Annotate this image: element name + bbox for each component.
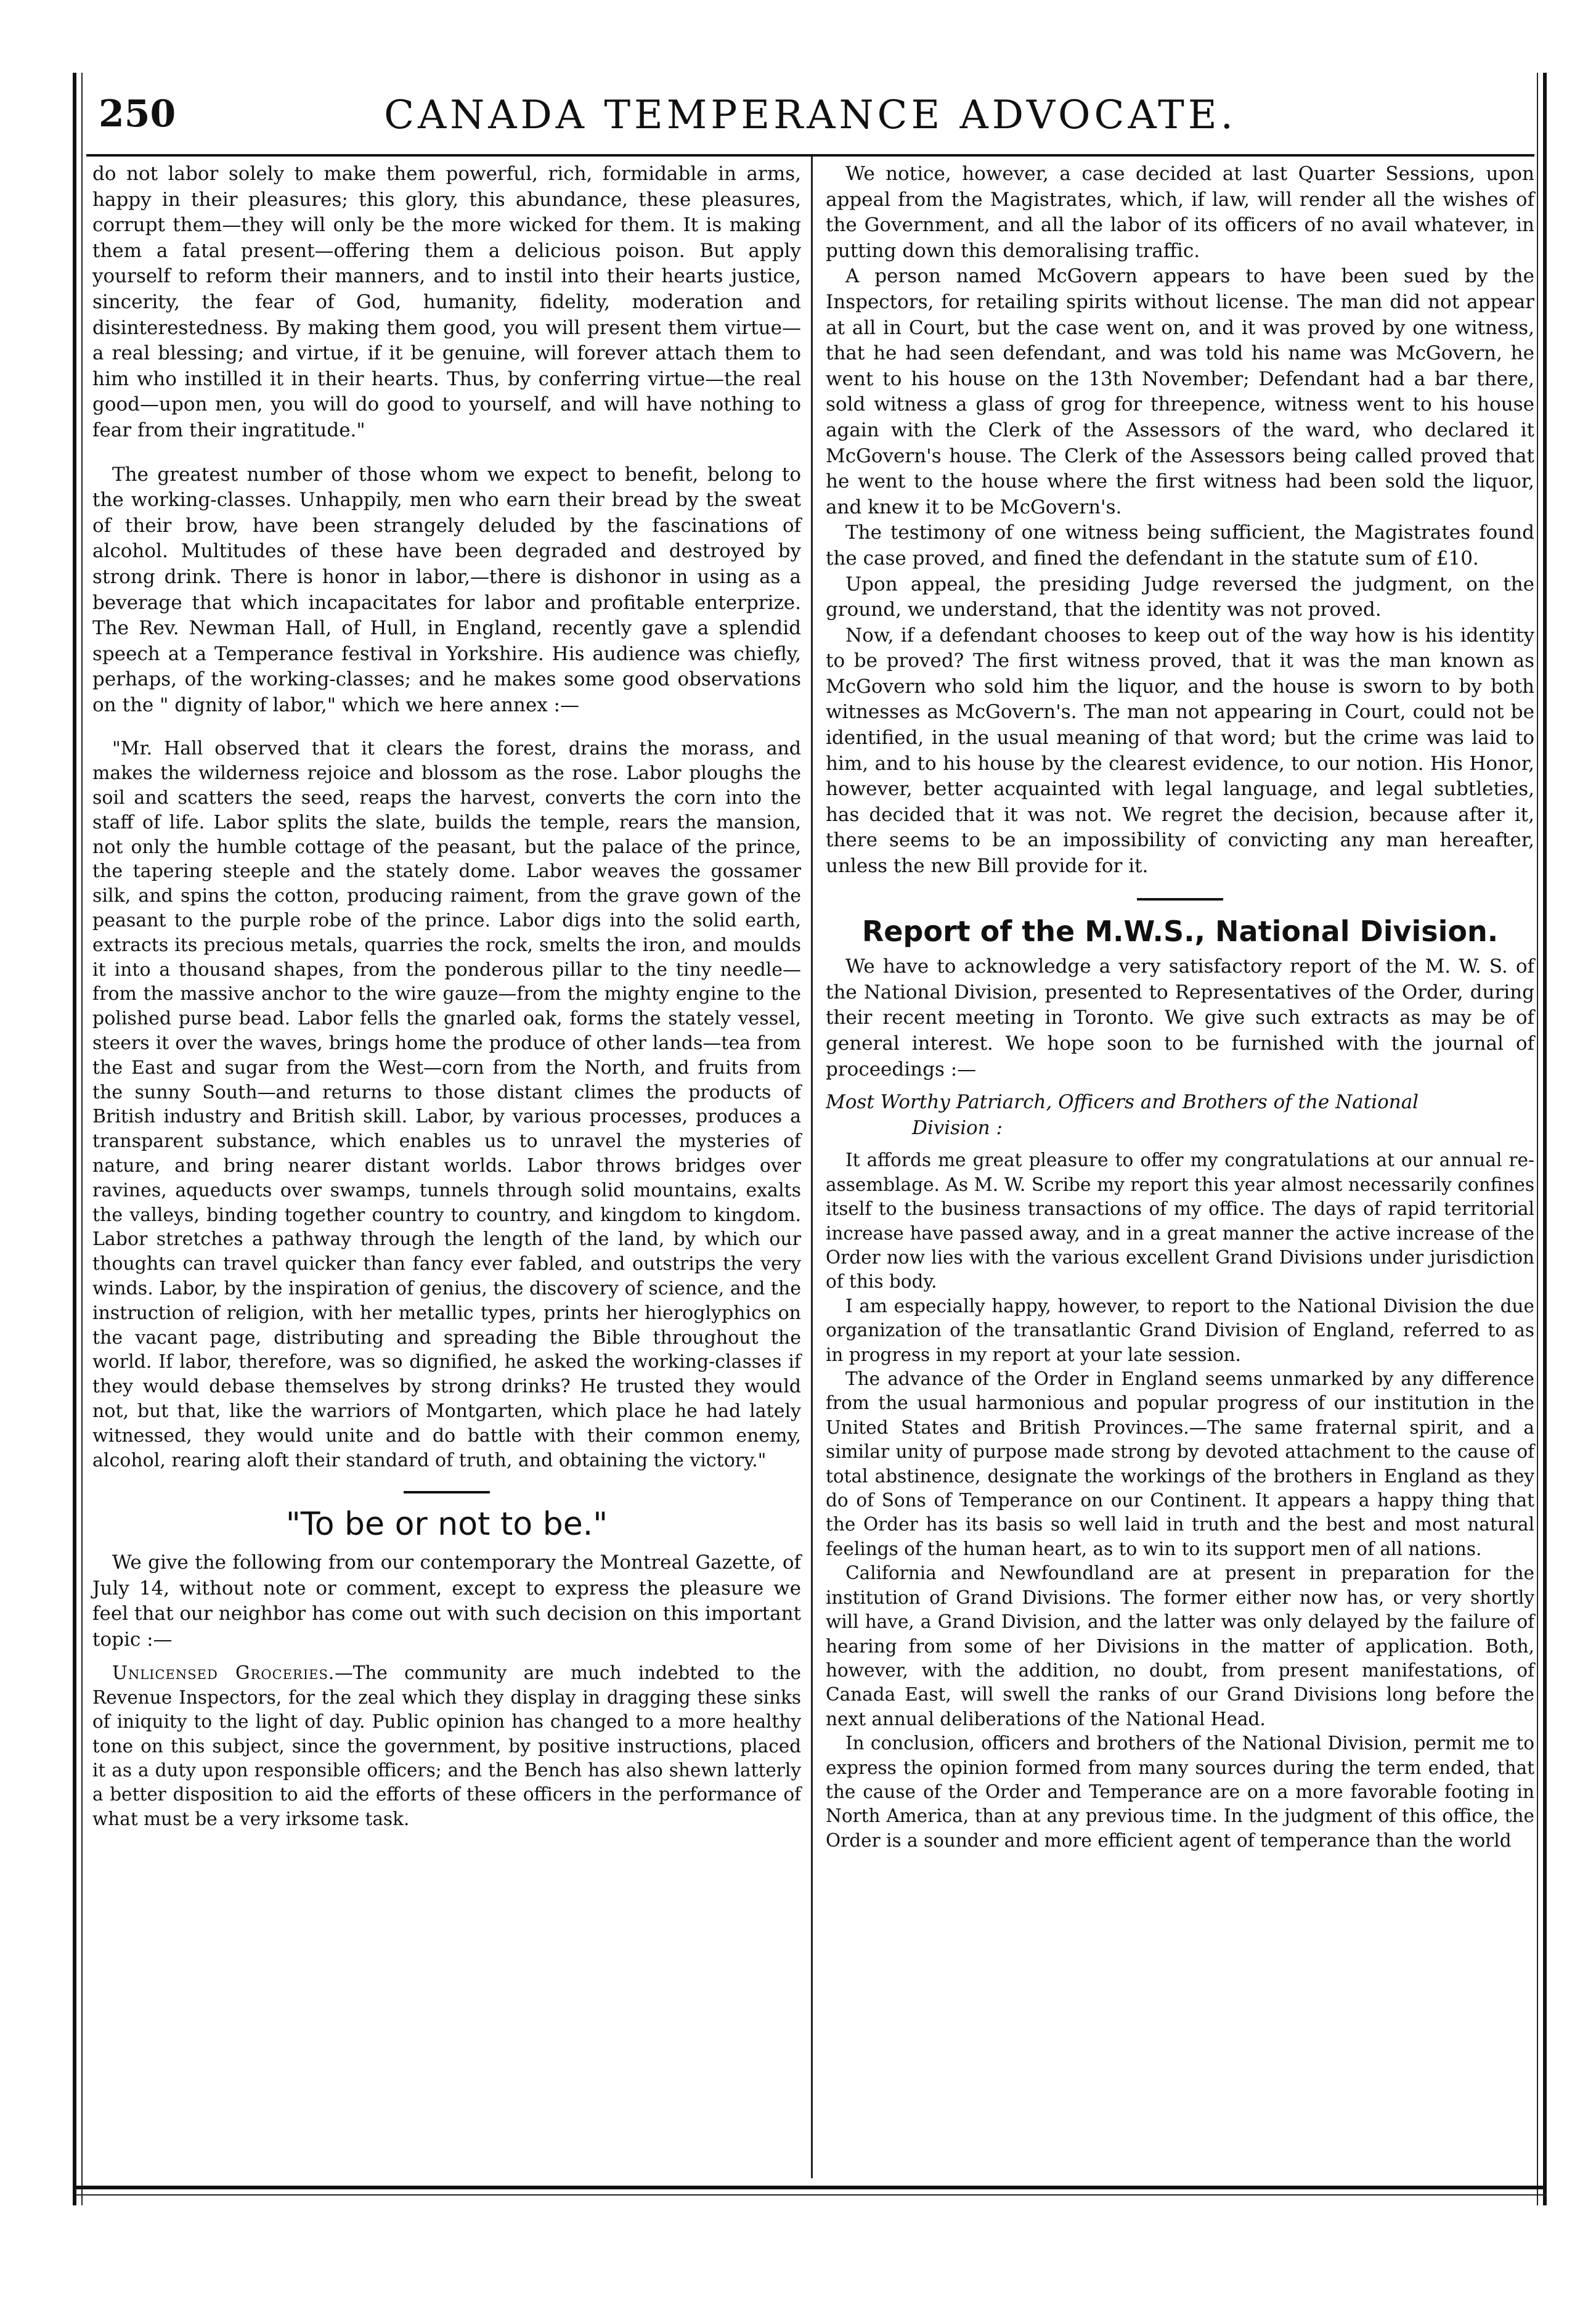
- report-title: Report of the M.W.S., National Division.: [861, 914, 1499, 948]
- unlicensed-groceries-heading: Unlicensed Groceries.: [112, 1662, 335, 1684]
- footer-rule-thin: [76, 2194, 1547, 2196]
- report-divider: [1137, 898, 1223, 901]
- left-paragraph-4: [92, 1661, 801, 1831]
- hall-quotation: "Mr. Hall observed that it clears the forest, drains the morass, and makes the wilderness rejoice and blossom as the rose. Labor ploughs the soil and scatters the seed, reaps the harvest, converts the corn into the staff of life. Labor splits the slate, builds the temple, rears the mansion, not only the humble cottage of the peasant, but the palace of the prince, the tapering steeple and the stately dome. Labor weaves the gossamer silk, and spins the cotton, producing raiment, from the grave gown of the peasant to the purple robe of the prince. Labor digs into the solid earth, extracts its precious metals, quarries the rock, smelts the iron, and moulds it into a thousand shapes, from the ponderous pillar to the tiny needle—from the massive anchor to the wire gauze—from the mighty engine to the polished purse bead. Labor fells the gnarled oak, forms the stately vessel, steers it over the waves, brings home the produce of other lands—tea from the East and sugar from the West—corn from the North, and fruits from the sunny South—and returns to those distant climes the products of British industry and British skill. Labor, by various processes, produces a transparent substance, which enables us to unravel the mysteries of nature, and bring nearer distant worlds. Labor throws bridges over ravines, aqueducts over swamps, tunnels through solid mountains, exalts the valleys, binding together country to country, and kingdom to kingdom. Labor stretches a pathway through the length of the land, by which our thoughts can travel quicker than fancy ever fabled, and outstrips the very winds. Labor, by the inspiration of genius, the discovery of science, and the instruction of religion, with her metallic types, prints her hieroglyphics on the vacant page, distributing and spreading the Bible throughout the world. If labor, therefore, was so dignified, he asked the working-classes if they would debase themselves by strong drinks? He trusted they would not, but that, like the warriors of Montgarten, which place he had lately witnessed, they would unite and do battle with their common enemy, alcohol, rearing aloft their standard of truth, and obtaining the victory.": [92, 738, 801, 1471]
- right-paragraph-3: The testimony of one witness being sufficient, the Magistrates found the case proved, and fined the defendant in the statute sum of £10.: [826, 521, 1534, 570]
- left-paragraph-3: We give the following from our contemporary the Montreal Gazette, of July 14, without note or comment, except to express the pleasure we feel that our neighbor has come out with such decision on this important topic :—: [92, 1551, 801, 1651]
- unlicensed-groceries-body: —The community are much indebted to the Revenue Inspectors, for the zeal which they display in dragging these sinks of iniquity to the light of day. Public opinion has changed to a more healthy tone on this subject, since the government, by positive instructions, placed it as a duty upon responsible officers; and the Bench has also shewn latterly a better disposition to aid the efforts of these officers in the performance of what must be a very irksome task.: [92, 1662, 801, 1829]
- right-paragraph-7: It affords me great pleasure to offer my congratulations at our annual re-assemblage. As M. W. Scribe my report this year almost necessarily confines itself to the business transactions of my office. The days of rapid territorial increase have passed away, and in a great manner the active increase of the Order now lies with the various excellent Grand Divisions under jurisdiction of this body.: [826, 1150, 1534, 1293]
- page-number: 250: [99, 92, 176, 136]
- right-paragraph-6: We have to acknowledge a very satisfactory report of the M. W. S. of the National Division, presented to Representatives of the Order, during their recent meeting in Toronto. We give such extracts as may be of general interest. We hope soon to be furnished with the journal of proceedings :—: [826, 955, 1534, 1081]
- section-divider: [404, 1491, 490, 1493]
- salutation-line-2: Division :: [912, 1116, 1003, 1139]
- salutation: [826, 1090, 1534, 1141]
- left-paragraph-1: do not labor solely to make them powerful, rich, formidable in arms, happy in their pleasures; this glory, this abundance, these pleasures, corrupt them—they will only be the more wicked for them. It is making them a fatal present—offering them a delicious poison. But apply yourself to reform their manners, and to instil into their hearts justice, sincerity, the fear of God, humanity, fidelity, moderation and disinterestedness. By making them good, you will present them virtue—a real blessing; and virtue, if it be genuine, will forever attach them to him who instilled it in their hearts. Thus, by conferring virtue—the real good—upon men, you will do good to yourself, and will have nothing to fear from their ingratitude.": [92, 163, 801, 441]
- right-column: [826, 161, 1534, 1853]
- right-paragraph-9: The advance of the Order in England seems unmarked by any difference from the usual harmonious and popular progress of our institution in the United States and British Provinces.—The same fraternal spirit, and a similar unity of purpose made strong by devoted attachment to the cause of total abstinence, designate the workings of the brothers in England as they do of Sons of Temperance on our Continent. It appears a happy thing that the Order has its basis so well laid in truth and the best and most natural feelings of the human heart, as to win to its support men of all nations.: [826, 1368, 1534, 1559]
- salutation-line-1: Most Worthy Patriarch, Officers and Brothers of the National: [826, 1091, 1419, 1114]
- left-paragraph-2: The greatest number of those whom we expect to benefit, belong to the working-classes. Unhappily, men who earn their bread by the sweat of their brow, have been strangely deluded by the fascinations of alcohol. Multitudes of these have been degraded and destroyed by strong drink. There is honor in labor,—there is dishonor in using as a beverage that which incapacitates for labor and profitable enterprize. The Rev. Newman Hall, of Hull, in England, recently gave a splendid speech at a Temperance festival in Yorkshire. His audience was chiefly, perhaps, of the working-classes; and he makes some good observations on the " dignity of labor," which we here annex :—: [92, 463, 801, 716]
- right-paragraph-11: In conclusion, officers and brothers of the National Division, permit me to express the opinion formed from many sources during the term ended, that the cause of the Order and Temperance are on a more favorable footing in North America, than at any previous time. In the judgment of this office, the Order is a sounder and more efficient agent of temperance than the world: [826, 1733, 1534, 1851]
- page-header: [86, 86, 1534, 157]
- right-paragraph-1: We notice, however, a case decided at last Quarter Sessions, upon appeal from the Magistrates, which, if law, will render all the wishes of the Government, and all the labor of its officers of no avail whatever, in putting down this demoralising traffic.: [826, 163, 1534, 262]
- right-paragraph-4: Upon appeal, the presiding Judge reversed the judgment, on the ground, we understand, that the identity was not proved.: [826, 573, 1534, 621]
- column-separator: [811, 157, 813, 2178]
- page-border-right-inner: [1537, 73, 1538, 2205]
- page-border-left: [73, 73, 76, 2205]
- footer-rule: [76, 2186, 1547, 2189]
- section-title-to-be: "To be or not to be.": [285, 1506, 608, 1543]
- page-border-left-inner: [81, 73, 83, 2205]
- masthead-title: CANADA TEMPERANCE ADVOCATE.: [384, 92, 1237, 138]
- right-paragraph-8: I am especially happy, however, to report to the National Division the due organization of the transatlantic Grand Division of England, referred to as in progress in my report at your late session.: [826, 1295, 1534, 1365]
- right-paragraph-2: A person named McGovern appears to have been sued by the Inspectors, for retailing spirits without license. The man did not appear at all in Court, but the case went on, and it was proved by one witness, that he had seen defendant, and was told his name was McGovern, he went to his house on the 13th November; Defendant had a bar there, sold witness a glass of grog for threepence, witness went to his house again with the Clerk of the Assessors of the ward, who declared it McGovern's house. The Clerk of the Assessors being called proved that he went to the house where the first witness had been sold the liquor, and knew it to be McGovern's.: [826, 265, 1534, 518]
- left-column: [92, 161, 801, 1831]
- page-border-right: [1543, 73, 1547, 2205]
- right-paragraph-10: California and Newfoundland are at present in preparation for the institution of Grand Divisions. The former either now has, or very shortly will have, a Grand Division, and the latter was only delayed by the failure of hearing from some of her Divisions in the matter of application. Both, however, with the addition, no doubt, from present manifestations, of Canada East, will swell the ranks of our Grand Divisions long before the next annual deliberations of the National Head.: [826, 1563, 1534, 1730]
- right-paragraph-5: Now, if a defendant chooses to keep out of the way how is his identity to be proved? The first witness proved, that it was the man known as McGovern who sold him the liquor, and the house is sworn to by both witnesses as McGovern's. The man not appearing in Court, could not be identified, in the usual meaning of that word; but the crime was laid to him, and to his house by the clearest evidence, to our notion. His Honor, however, better acquainted with legal language, and legal subtleties, has decided that it was not. We regret the decision, because after it, there seems to be an impossibility of convicting any man hereafter, unless the new Bill provide for it.: [826, 624, 1534, 878]
